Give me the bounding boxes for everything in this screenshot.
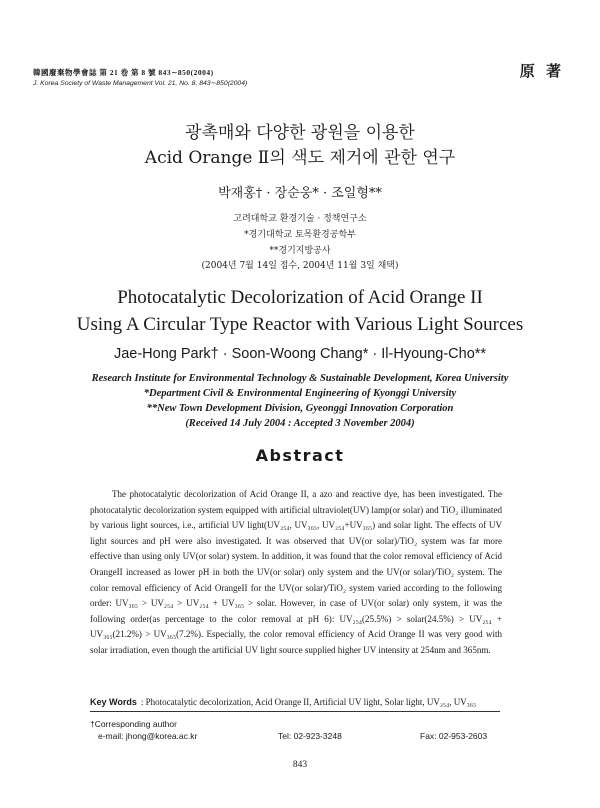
- author-fax: Fax: 02-953-2603: [420, 731, 488, 741]
- korean-received-date: (2004년 7월 14일 접수, 2004년 11월 3일 채택): [201, 261, 399, 271]
- footnote-contact: [90, 718, 197, 742]
- corresponding-author-note: †Corresponding author: [90, 719, 177, 729]
- english-affiliation: **New Town Development Division, Gyeonggi Innovation Corporation: [146, 403, 454, 414]
- korean-title-line2: Acid Orange Ⅱ의 색도 제거에 관한 연구: [144, 148, 456, 168]
- journal-citation-english: J. Korea Society of Waste Management Vol. 21, No. 8, 843∼850(2004): [33, 80, 248, 87]
- author-email: e-mail: jhong@korea.ac.kr: [98, 731, 198, 741]
- english-received-date: (Received 14 July 2004 : Accepted 3 November 2004): [185, 418, 415, 429]
- article-type-badge: 原 著: [519, 62, 564, 80]
- journal-citation-korean: 韓國廢棄物學會誌 第 21 卷 第 8 號 843∼850(2004): [33, 68, 214, 77]
- korean-title-line1: 광촉매와 다양한 광원을 이용한: [185, 123, 415, 143]
- english-title-line2: Using A Circular Type Reactor with Various Light Sources: [76, 314, 524, 335]
- english-title-line1: Photocatalytic Decolorization of Acid Orange II: [117, 287, 483, 308]
- keywords-text: : Photocatalytic decolorization, Acid Orange II, Artificial UV light, Solar light, UV₂₅₄, UV₃₆₅: [140, 697, 477, 707]
- journal-header: [33, 67, 247, 89]
- korean-authors: 박재홍† · 장순웅* · 조일형**: [218, 186, 382, 201]
- keywords: [90, 697, 476, 707]
- author-phone: Tel: 02-923-3248: [278, 731, 342, 741]
- keywords-label: Key Words: [90, 697, 137, 707]
- english-affiliation: Research Institute for Environmental Technology & Sustainable Development, Korea University: [91, 373, 509, 384]
- page-number: 843: [292, 760, 308, 770]
- english-affiliation: *Department Civil & Environmental Engineering of Kyonggi University: [143, 388, 457, 399]
- korean-affiliation: 고려대학교 환경기술 · 정책연구소: [233, 214, 367, 224]
- footnote-divider: [90, 711, 500, 712]
- abstract-body: The photocatalytic decolorization of Acid Orange II, a azo and reactive dye, has been investigated. The photocatalytic decolorization system equipped with artificial ultraviolet(UV) lamp(or solar) and TiO₂ illuminated by various light sources, i.e., artificial UV light(UV₂₅₄, UV₃₆₅, UV₂₅₄+UV₃₆₅) and solar light. The effects of UV light sources and pH were also investigated. It was observed that UV(or solar)/TiO₂ system was far more effective than using only UV(or solar) system. In addition, it was found that the color removal efficiency of Acid OrangeII increased as lower pH in both the UV(or solar) only system and the UV(or solar)/TiO₂ system. The color removal efficiency of Acid OrangeII for the UV(or solar)/TiO₂ system varied according to the following order: UV₃₆₅ > UV₂₅₄ > UV₂₅₄ + UV₃₆₅ > solar. However, in case of UV(or solar) only system, it was the following order(as percentage to the color removal at pH 6): UV₂₅₄(25.5%) > solar(24.5%) > UV₂₅₄ + UV₃₆₅(21.2%) > UV₃₆₅(7.2%). Especially, the color removal efficiency of Acid Orange II was very good with solar irradiation, even though the artificial UV light source supplied higher UV intensity at 254nm and 365nm.: [90, 489, 502, 655]
- korean-affiliation: *경기대학교 토목환경공학부: [244, 230, 356, 240]
- abstract-heading: Abstract: [255, 446, 345, 465]
- english-authors: Jae-Hong Park† · Soon-Woong Chang* · Il-Hyoung-Cho**: [113, 346, 487, 362]
- korean-affiliation: **경기지방공사: [269, 246, 331, 256]
